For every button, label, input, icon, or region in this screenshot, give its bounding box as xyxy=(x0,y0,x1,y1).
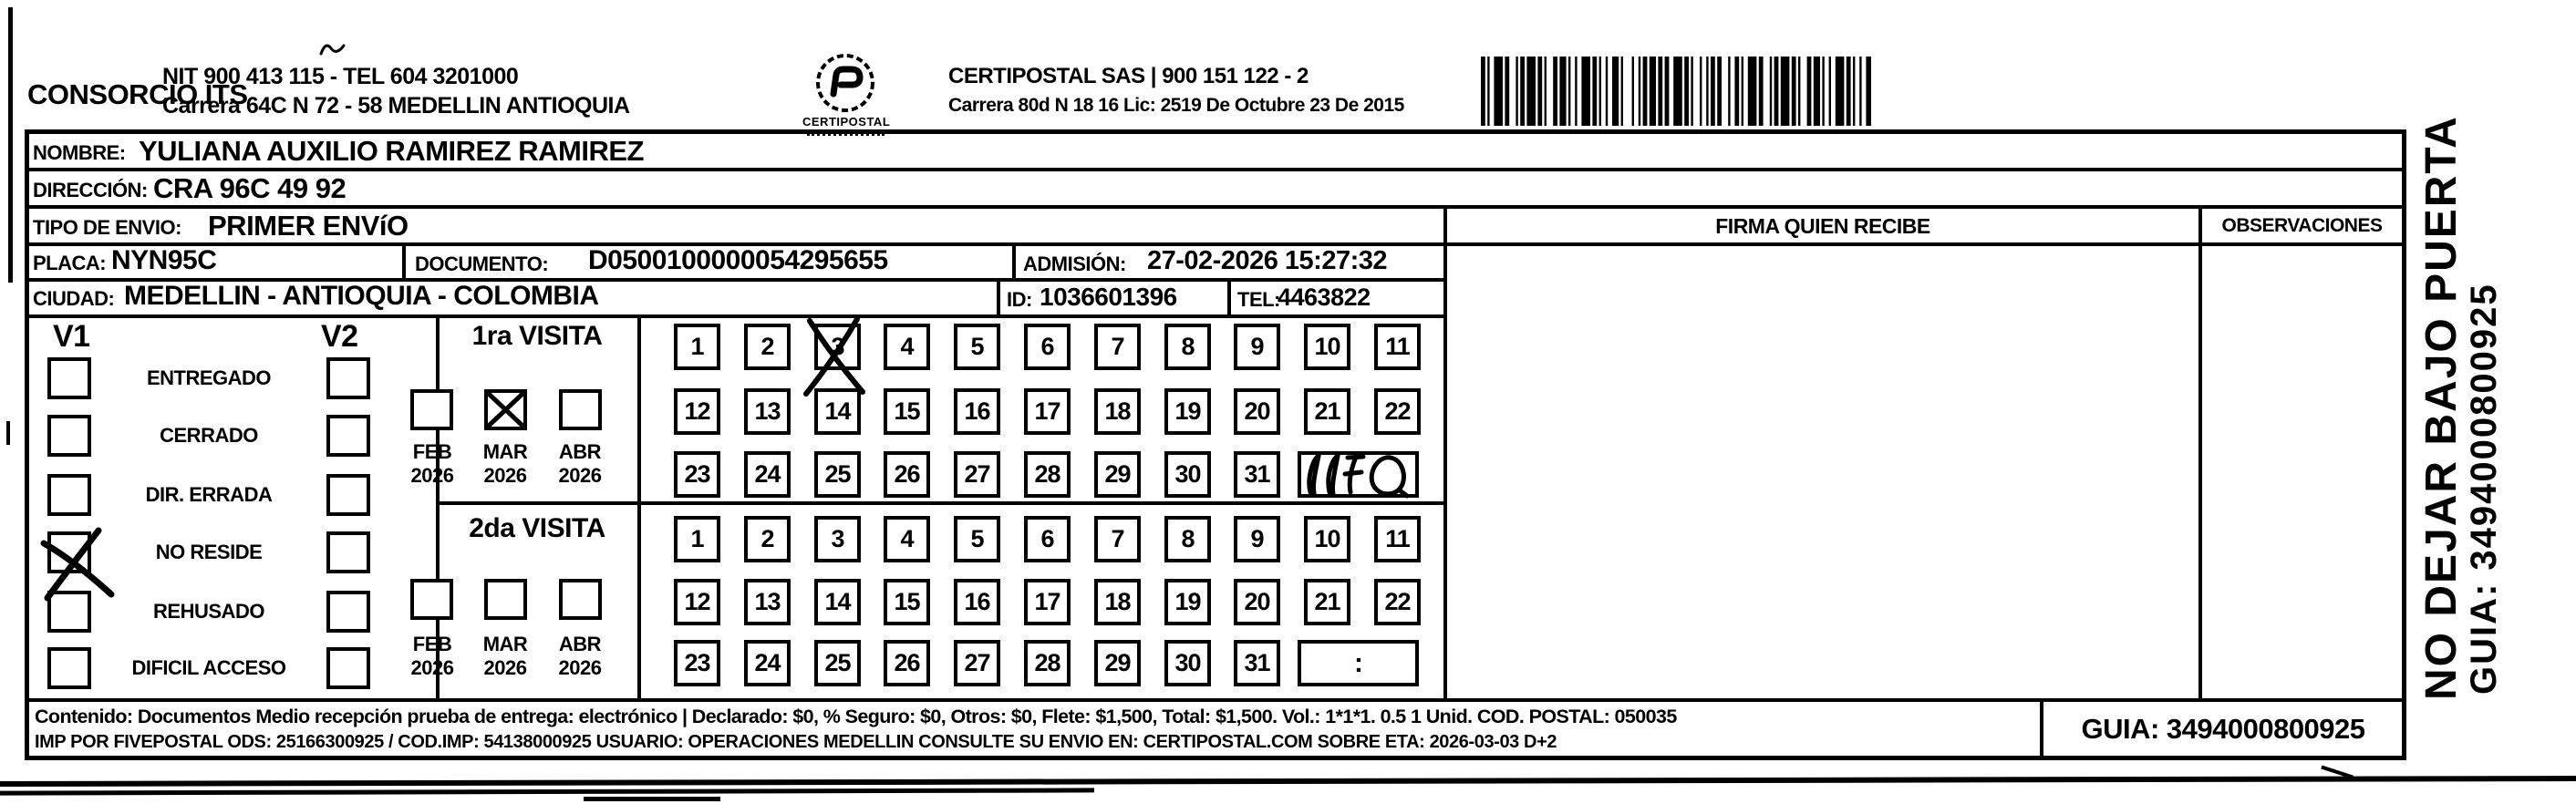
second-visit-day-26: 26 xyxy=(884,640,930,686)
operator-address: Carrera 80d N 18 16 Lic: 2519 De Octubre 23 De 2015 xyxy=(948,95,1404,116)
status-option-label: ENTREGADO xyxy=(146,366,272,389)
v2-checkbox-dificil-acceso xyxy=(326,647,370,689)
second-visit-day-9: 9 xyxy=(1234,516,1280,562)
second-visit-day-16: 16 xyxy=(954,579,1000,625)
vrule-placa-doc xyxy=(402,242,406,282)
first-visit-day-2: 2 xyxy=(744,324,791,370)
year-label: 2026 xyxy=(410,464,454,487)
v1-checkbox-cerrado xyxy=(47,415,91,457)
scan-artifact-left-2 xyxy=(6,421,10,445)
first-visit-day-27: 27 xyxy=(954,451,1000,498)
direccion-label: DIRECCIÓN: xyxy=(33,179,148,201)
second-visit-day-24: 24 xyxy=(744,640,791,686)
first-visit-day-17: 17 xyxy=(1024,388,1071,435)
second-visit-day-4: 4 xyxy=(884,516,930,562)
year-label: 2026 xyxy=(558,656,602,679)
first-visit-day-19: 19 xyxy=(1164,388,1211,435)
v2-checkbox-cerrado xyxy=(326,415,370,457)
first-visit-day-9: 9 xyxy=(1234,324,1280,370)
year-label: 2026 xyxy=(410,656,454,679)
month-label: FEB xyxy=(412,633,452,655)
v1-checkbox-dir-errada xyxy=(47,474,91,516)
first-visit-title: 1ra VISITA xyxy=(471,321,603,351)
second-visit-day-29: 29 xyxy=(1094,640,1141,686)
first-visit-day-16: 16 xyxy=(954,388,1000,435)
first-visit-day-25: 25 xyxy=(814,451,861,498)
first-visit-month-checkbox-mar xyxy=(484,389,527,430)
first-visit-day-12: 12 xyxy=(674,388,720,435)
first-visit-month-checkbox-abr xyxy=(559,389,602,430)
scan-line-bottom-3 xyxy=(584,797,720,801)
second-visit-title: 2da VISITA xyxy=(469,513,605,543)
v2-checkbox-rehusado xyxy=(326,591,370,633)
year-label: 2026 xyxy=(483,464,527,487)
second-visit-day-2: 2 xyxy=(744,516,791,562)
second-visit-month-checkbox-feb xyxy=(410,579,453,620)
second-visit-day-10: 10 xyxy=(1304,516,1350,562)
second-visit-month-checkbox-mar xyxy=(484,579,527,620)
first-visit-day-28: 28 xyxy=(1024,451,1071,498)
placa-label: PLACA: xyxy=(33,252,107,274)
form-border-top xyxy=(25,129,2406,134)
month-label: MAR xyxy=(482,440,528,463)
second-visit-day-20: 20 xyxy=(1234,579,1280,625)
first-visit-day-4: 4 xyxy=(884,324,930,370)
company-nit: NIT 900 413 115 - TEL 604 3201000 xyxy=(162,64,519,89)
first-visit-day-26: 26 xyxy=(884,451,930,498)
ciudad-value: MEDELLIN - ANTIOQUIA - COLOMBIA xyxy=(124,281,599,311)
firma-column-header: FIRMA QUIEN RECIBE xyxy=(1715,214,1930,238)
company-address: Carrera 64C N 72 - 58 MEDELLIN ANTIOQUIA xyxy=(162,93,630,119)
scan-line-bottom-1 xyxy=(0,776,2576,787)
logo-caption: CERTIPOSTAL xyxy=(802,115,891,129)
nombre-label: NOMBRE: xyxy=(33,141,126,164)
form-border-right xyxy=(2402,129,2406,760)
form-border-bottom xyxy=(25,756,2406,760)
first-visit-day-1: 1 xyxy=(674,324,720,370)
v1-no-reside-handwritten-x xyxy=(35,521,122,609)
first-visit-day-23: 23 xyxy=(674,451,720,498)
first-visit-day-13: 13 xyxy=(744,388,791,435)
tipo-envio-label: TIPO DE ENVIO: xyxy=(33,216,181,239)
vrule-fields-firma xyxy=(1443,205,1447,702)
second-visit-day-18: 18 xyxy=(1094,579,1141,625)
v1-checkbox-entregado xyxy=(47,357,91,399)
vrule-id-tel xyxy=(1227,278,1231,318)
documento-label: DOCUMENTO: xyxy=(415,253,549,275)
documento-value: D0500100000054295655 xyxy=(588,245,888,275)
month-check-x xyxy=(488,393,523,427)
admision-label: ADMISIÓN: xyxy=(1023,253,1126,275)
second-visit-day-21: 21 xyxy=(1304,579,1350,625)
month-label: FEB xyxy=(412,440,452,463)
second-visit-day-15: 15 xyxy=(884,579,930,625)
first-visit-day-21: 21 xyxy=(1304,388,1350,435)
first-visit-day-30: 30 xyxy=(1164,451,1211,498)
tel-value: 4463822 xyxy=(1278,283,1371,311)
guia-box-value: GUIA: 3494000800925 xyxy=(2081,713,2365,745)
side-note-no-dejar: NO DEJAR BAJO PUERTA xyxy=(2417,115,2466,700)
tipo-envio-value: PRIMER ENVíO xyxy=(208,210,409,242)
observaciones-column-header: OBSERVACIONES xyxy=(2221,215,2383,236)
rule-footer-top xyxy=(25,698,2406,702)
ciudad-label: CIUDAD: xyxy=(33,287,115,310)
operator-name: CERTIPOSTAL SAS | 900 151 122 - 2 xyxy=(948,64,1309,88)
first-visit-day-24: 24 xyxy=(744,451,791,498)
second-visit-day-11: 11 xyxy=(1374,516,1421,562)
first-visit-day-14: 14 xyxy=(814,388,861,435)
handwritten-note xyxy=(1298,448,1419,500)
id-value: 1036601396 xyxy=(1040,283,1177,311)
month-label: ABR xyxy=(558,633,602,655)
first-visit-month-checkbox-feb xyxy=(410,389,453,430)
vrule-firma-obs xyxy=(2198,205,2202,702)
first-visit-day-11: 11 xyxy=(1374,324,1421,370)
content-line: Contenido: Documentos Medio recepción prueba de entrega: electrónico | Declarado: $0, % Seguro: $0, Otros: $0, Flete: $1,500, Total: $1,500. Vol.: 1*1*1. 0.5 1 Unid. COD. POSTAL: 050035 xyxy=(35,706,1677,727)
v2-checkbox-no-reside xyxy=(326,531,370,573)
rule-direccion xyxy=(25,205,2406,209)
rule-ciudad xyxy=(25,314,1447,318)
first-visit-day3-cross xyxy=(799,314,875,399)
second-visit-day-14: 14 xyxy=(814,579,861,625)
status-option-label: DIR. ERRADA xyxy=(145,483,273,506)
scan-artifact-left xyxy=(8,7,13,283)
nombre-value: YULIANA AUXILIO RAMIREZ RAMIREZ xyxy=(139,135,644,167)
rule-nombre xyxy=(25,168,2406,171)
status-option-label: DIFICIL ACCESO xyxy=(131,656,286,679)
second-visit-month-checkbox-abr xyxy=(559,579,602,620)
vrule-doc-admision xyxy=(1012,242,1016,282)
second-visit-day-7: 7 xyxy=(1094,516,1141,562)
first-visit-day-3: 3 xyxy=(814,324,861,370)
tel-label: TEL: xyxy=(1237,288,1280,311)
second-visit-day-30: 30 xyxy=(1164,640,1211,686)
id-label: ID: xyxy=(1007,288,1032,311)
v1-checkbox-dificil-acceso xyxy=(47,647,91,689)
second-visit-day-23: 23 xyxy=(674,640,720,686)
first-visit-day-29: 29 xyxy=(1094,451,1141,498)
second-visit-day-3: 3 xyxy=(814,516,861,562)
first-visit-day-5: 5 xyxy=(954,324,1000,370)
first-visit-day-6: 6 xyxy=(1024,324,1071,370)
month-label: MAR xyxy=(482,633,528,655)
status-option-label: REHUSADO xyxy=(153,600,264,623)
year-label: 2026 xyxy=(483,656,527,679)
second-visit-day-13: 13 xyxy=(744,579,791,625)
second-visit-day-17: 17 xyxy=(1024,579,1071,625)
first-visit-day-15: 15 xyxy=(884,388,930,435)
month-label: ABR xyxy=(558,440,602,463)
first-visit-day-31: 31 xyxy=(1234,451,1280,498)
form-border-left xyxy=(25,129,29,760)
v2-checkbox-dir-errada xyxy=(326,474,370,516)
imp-line: IMP POR FIVEPOSTAL ODS: 25166300925 / COD.IMP: 54138000925 USUARIO: OPERACIONES MEDELLIN CONSULTE SU ENVIO EN: CERTIPOSTAL.COM SOBRE ETA: 2026-03-03 D+2 xyxy=(35,732,1557,752)
vrule-ciudad-id xyxy=(997,278,1000,318)
second-visit-day-31: 31 xyxy=(1234,640,1280,686)
second-visit-day-22: 22 xyxy=(1374,579,1421,625)
first-visit-day-22: 22 xyxy=(1374,388,1421,435)
scan-mark-top xyxy=(317,38,348,60)
second-visit-day-25: 25 xyxy=(814,640,861,686)
company-name: CONSORCIO ITS xyxy=(27,78,248,110)
v2-header: V2 xyxy=(321,319,358,354)
status-option-label: CERRADO xyxy=(160,424,258,447)
first-visit-day-8: 8 xyxy=(1164,324,1211,370)
second-visit-day-19: 19 xyxy=(1164,579,1211,625)
first-visit-day-7: 7 xyxy=(1094,324,1141,370)
second-visit-day-12: 12 xyxy=(674,579,720,625)
first-visit-day-18: 18 xyxy=(1094,388,1141,435)
second-visit-day-28: 28 xyxy=(1024,640,1071,686)
first-visit-day-10: 10 xyxy=(1304,324,1350,370)
second-visit-day-8: 8 xyxy=(1164,516,1211,562)
rule-visita-split xyxy=(438,501,1447,505)
second-visit-day-27: 27 xyxy=(954,640,1000,686)
barcode xyxy=(1477,55,1883,128)
second-visit-time-cell: : xyxy=(1298,640,1419,686)
first-visit-day-20: 20 xyxy=(1234,388,1280,435)
placa-value: NYN95C xyxy=(111,245,217,275)
scan-line-bottom-2 xyxy=(0,788,1094,795)
direccion-value: CRA 96C 49 92 xyxy=(153,172,347,204)
second-visit-day-6: 6 xyxy=(1024,516,1071,562)
vrule-visita-grid xyxy=(637,314,641,702)
year-label: 2026 xyxy=(558,464,602,487)
status-option-label: NO RESIDE xyxy=(155,541,263,563)
admision-value: 27-02-2026 15:27:32 xyxy=(1147,246,1387,275)
second-visit-day-1: 1 xyxy=(674,516,720,562)
v2-checkbox-entregado xyxy=(326,357,370,399)
second-visit-day-5: 5 xyxy=(954,516,1000,562)
certipostal-logo-icon xyxy=(813,51,877,115)
v1-header: V1 xyxy=(53,319,90,354)
side-note-guia: GUIA: 3494000800925 xyxy=(2464,283,2504,695)
